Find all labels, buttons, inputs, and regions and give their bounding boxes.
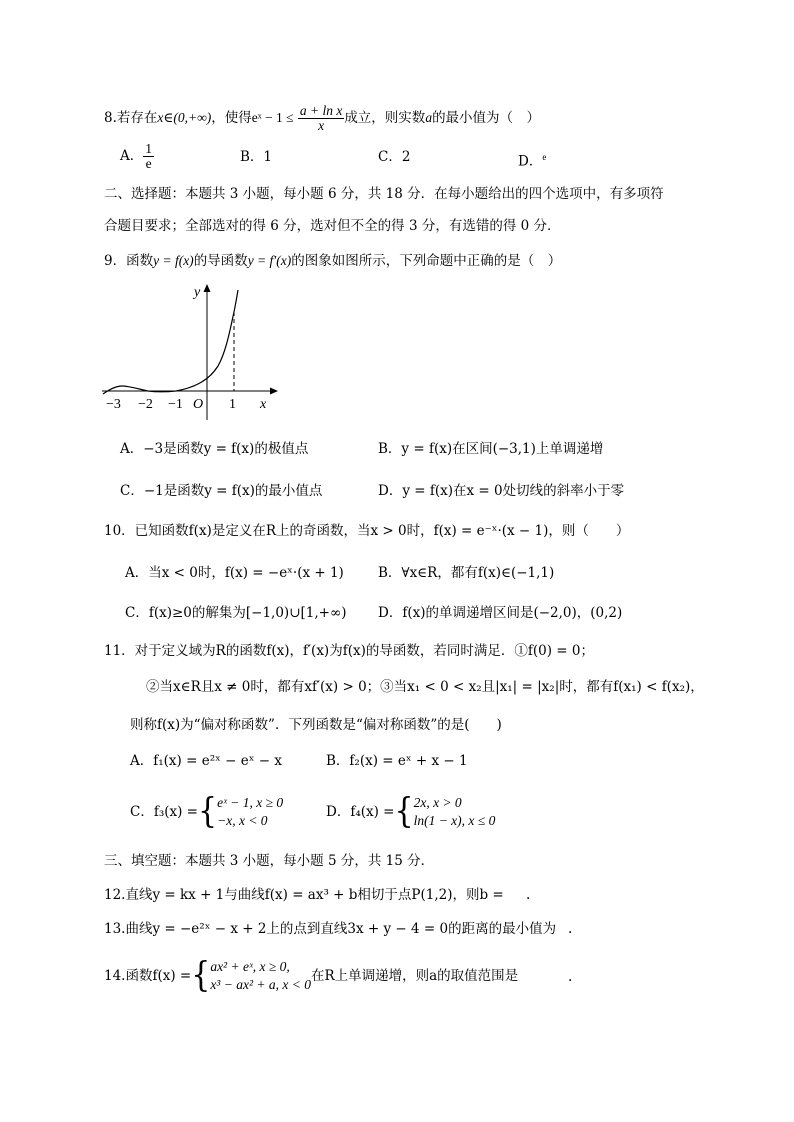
q11-optd-label: D．f₄(x) = [326, 804, 395, 820]
q12-blank-end: . [526, 887, 531, 903]
q8-opta-num: 1 [145, 141, 152, 156]
derivative-curve [103, 290, 238, 394]
q8-fraction [298, 104, 344, 133]
q11-option-a: A．f₁(x) = e²ˣ − eˣ − x [130, 753, 282, 769]
q11-optc-cases [217, 794, 283, 830]
q14-post: 在R上单调递增，则a的取值范围是 [310, 968, 519, 984]
q8-frac-den: x [318, 118, 325, 133]
q10-option-a: A．当x < 0时，f(x) = −eˣ·(x + 1) [125, 565, 344, 581]
q11-optd-case1: 2x, x > 0 [413, 795, 462, 810]
q9-f2: y = f′(x) [247, 253, 292, 268]
q8-option-c: C．2 [378, 149, 411, 165]
q14-brace: { [191, 955, 211, 996]
q10-option-d: D．f(x)的单调递增区间是(−2,0)，(0,2) [378, 605, 623, 621]
derivative-graph [100, 282, 290, 422]
q8-stem-post: 成立，则实数 [344, 110, 426, 126]
q10-option-b: B．∀x∈R，都有f(x)∈(−1,1) [378, 565, 555, 581]
q8-stem [104, 104, 540, 133]
tick-label-m3: −3 [106, 397, 121, 412]
q11-definition: 则称f(x)为“偏对称函数”．下列函数是“偏对称函数”的是( ) [130, 717, 502, 733]
x-axis-label: x [260, 397, 267, 412]
q9-option-d: D．y = f(x)在x = 0处切线的斜率小于零 [378, 483, 625, 499]
q13-blank-end: . [568, 921, 573, 937]
section2-line2: 合题目要求；全部选对的得 6 分，选对但不全的得 3 分，有选错的得 0 分． [104, 218, 561, 234]
tick-label-m2: −2 [138, 397, 153, 412]
section2-line1: 二、选择题：本题共 3 小题，每小题 6 分，共 18 分．在每小题给出的四个选项中，有多项符 [104, 186, 664, 202]
tick-label-m1: −1 [168, 397, 183, 412]
q8-stem-mid: ，使得 [211, 110, 252, 126]
q11-optc-brace: { [198, 791, 218, 832]
q11-stem: 11．对于定义域为R的函数f(x)，f′(x)为f(x)的导函数，若同时满足．①f(0) = 0； [104, 643, 594, 659]
q8-optd-label: D． [518, 153, 543, 170]
origin-label: O [193, 397, 204, 412]
q11-optd-brace: { [394, 791, 414, 832]
q14-blank-end: . [568, 969, 573, 985]
q11-optd-case2: ln(1 − x), x ≤ 0 [413, 813, 496, 828]
tick-label-1: 1 [229, 397, 236, 412]
y-axis-arrow [204, 284, 211, 292]
q8-frac-num: a + ln x [299, 103, 343, 118]
q11-optc-case1: eˣ − 1, x ≥ 0 [217, 795, 284, 810]
q9-f1: y = f(x) [153, 253, 194, 268]
q12-text [104, 886, 504, 904]
q8-optd-val: e [542, 152, 547, 162]
q14-cases [210, 958, 311, 994]
q12-stem: 12.直线y = kx + 1与曲线f(x) = ax³ + b相切于点P(1,2)，则b = [104, 887, 504, 903]
q10-option-c: C．f(x)≥0的解集为[−1,0)∪[1,+∞) [125, 605, 347, 621]
q8-opta-fraction [143, 142, 154, 171]
q9-stem-c: 的图象如图所示，下列命题中正确的是（ ） [291, 253, 562, 269]
q9-stem-a: 9．函数 [104, 253, 154, 269]
q9-option-a: A．−3是函数y = f(x)的极值点 [120, 441, 309, 457]
q9-option-c: C．−1是函数y = f(x)的最小值点 [120, 483, 323, 499]
q11-optd-cases [414, 794, 496, 830]
q11-option-d [326, 791, 496, 832]
q9-option-b: B．y = f(x)在区间(−3,1)上单调递增 [378, 441, 604, 457]
q14-case2: x³ − ax² + a, x < 0 [210, 977, 311, 992]
q8-opta-den: e [145, 156, 152, 171]
q11-optc-label: C．f₃(x) = [130, 804, 198, 820]
q8-domain: x∈(0,+∞) [157, 110, 212, 125]
q8-option-b: B．1 [240, 149, 273, 165]
q8-option-d [518, 148, 546, 171]
q8-stem-pre: 8.若存在 [104, 110, 158, 126]
q8-var: a [425, 110, 433, 125]
q14-label: 14.函数f(x) = [104, 968, 192, 984]
q11-option-c [130, 791, 284, 832]
q11-conditions: ②当x∈R且x ≠ 0时，都有xf′(x) > 0；③当x₁ < 0 < x₂且|x₁| = |x₂|时，都有f(x₁) < f(x₂)， [146, 679, 704, 695]
section3-heading: 三、填空题：本题共 3 小题，每小题 5 分，共 15 分． [104, 853, 435, 869]
q8-ineq-left: eˣ − 1 ≤ [251, 110, 294, 125]
q10-stem: 10．已知函数f(x)是定义在R上的奇函数，当x > 0时，f(x) = e⁻ˣ·(x − 1)，则（ ） [104, 523, 630, 539]
q9-stem [104, 252, 561, 270]
q14-text [104, 955, 519, 996]
q8-option-a [120, 142, 154, 171]
q14-case1: ax² + eˣ, x ≥ 0, [210, 959, 290, 974]
q11-optc-case2: −x, x < 0 [217, 813, 268, 828]
q8-stem-end: 的最小值为（ ） [432, 110, 541, 126]
y-axis-label: y [194, 285, 201, 300]
q13-text: 13.曲线y = −e²ˣ − x + 2上的点到直线3x + y − 4 = 0的距离的最小值为 [104, 921, 557, 937]
x-axis-arrow [270, 388, 278, 395]
q9-stem-b: 的导函数 [193, 253, 248, 269]
q11-option-b: B．f₂(x) = eˣ + x − 1 [326, 753, 468, 769]
q8-opta-label: A． [120, 148, 144, 164]
